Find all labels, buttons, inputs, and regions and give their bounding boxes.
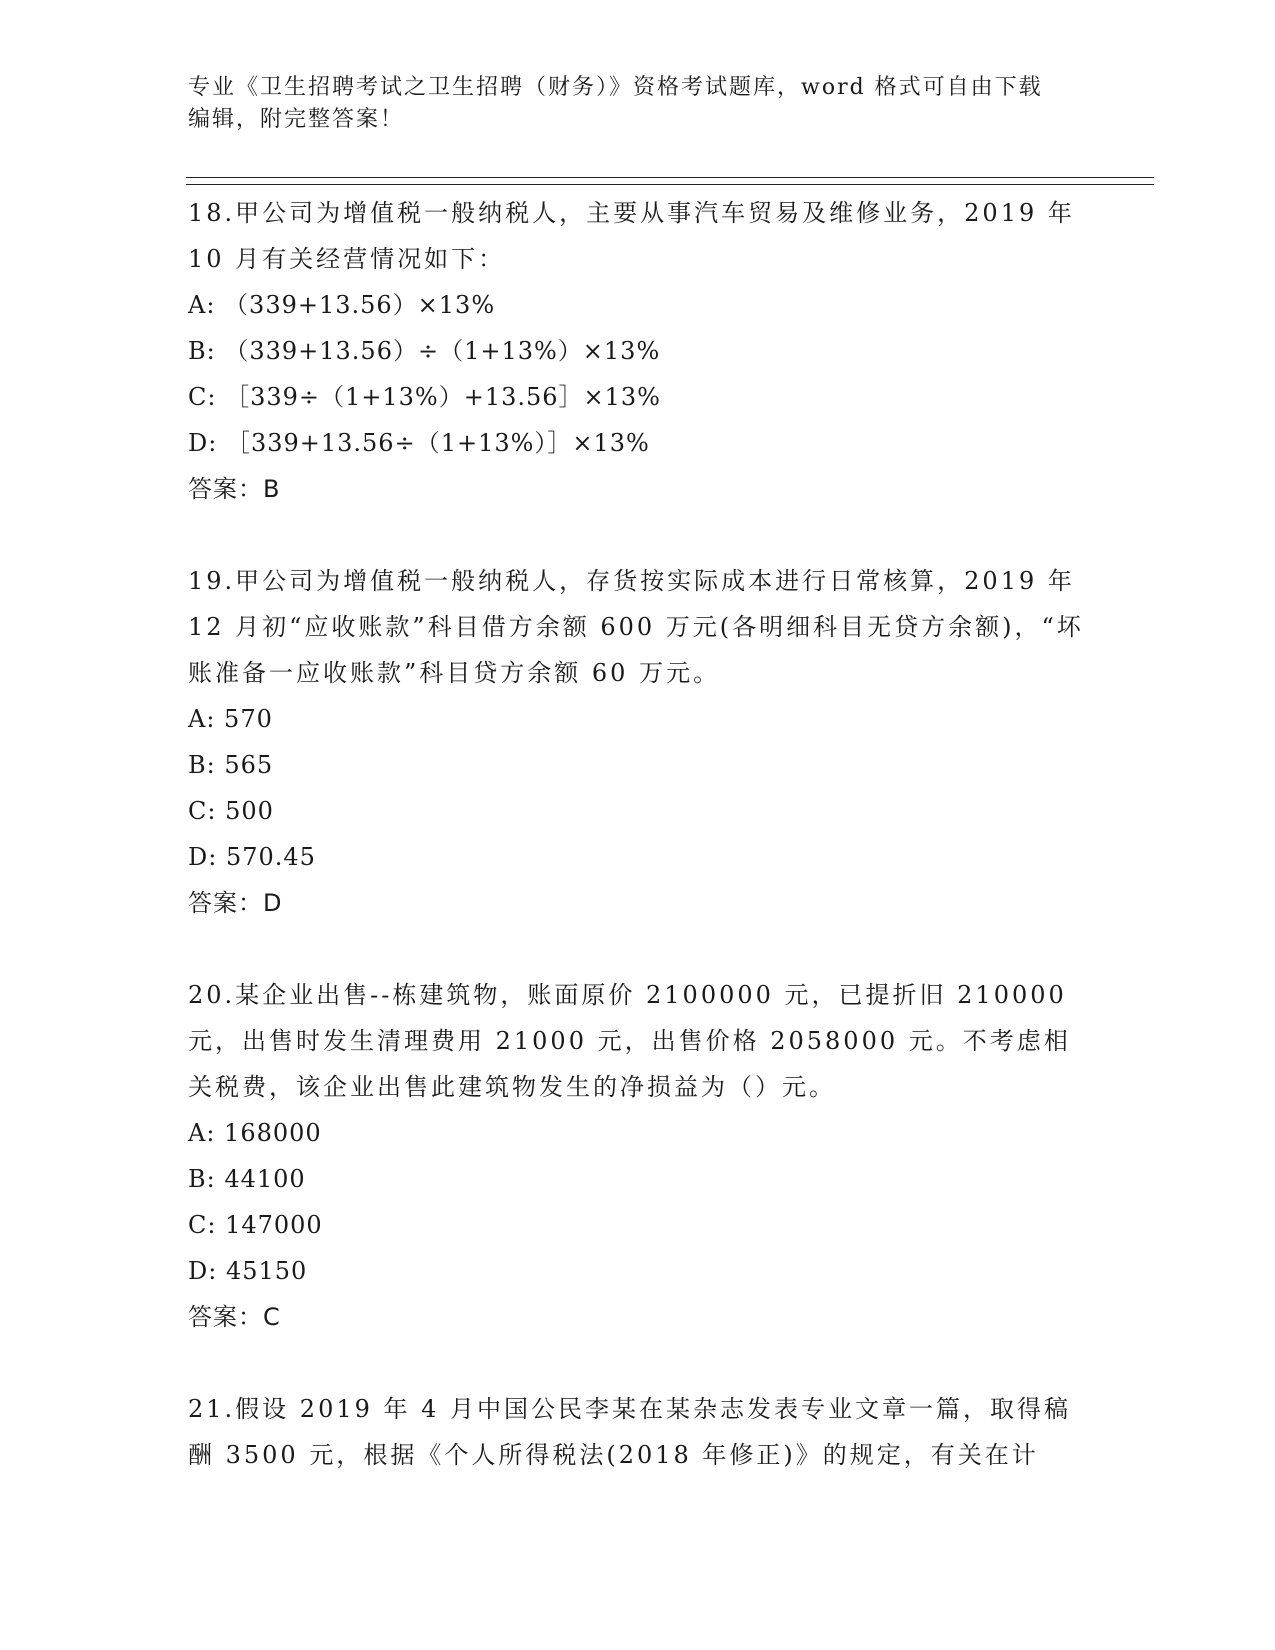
option-c: C: 147000: [188, 1211, 323, 1239]
header-line-2: 编辑，附完整答案！: [188, 107, 405, 132]
document-header: [188, 72, 1088, 136]
question-18: [188, 190, 1088, 512]
option-a: A: 168000: [188, 1119, 322, 1147]
option-d: D: 570.45: [188, 843, 316, 871]
question-19: [188, 558, 1088, 926]
header-divider-top: [186, 177, 1154, 178]
answer-line: 答案：D: [188, 889, 283, 917]
question-text: 20.某企业出售--栋建筑物，账面原价 2100000 元，已提折旧 210000 元，出售时发生清理费用 21000 元，出售价格 2058000 元。不考虑相关税费，该企业出售此建筑物发生的净损益为（）元。: [188, 981, 1071, 1101]
question-text: 21.假设 2019 年 4 月中国公民李某在某杂志发表专业文章一篇，取得稿酬 3500 元，根据《个人所得税法(2018 年修正)》的规定，有关在计: [188, 1395, 1072, 1469]
answer-line: 答案：C: [188, 1303, 281, 1331]
question-21: [188, 1386, 1088, 1478]
option-c: C: 500: [188, 797, 274, 825]
option-a: A: （339+13.56）×13%: [188, 291, 496, 319]
option-b: B: 44100: [188, 1165, 306, 1193]
option-b: B: 565: [188, 751, 274, 779]
question-20: [188, 972, 1088, 1340]
question-list: [188, 190, 1088, 1524]
option-d: D: 45150: [188, 1257, 308, 1285]
option-c: C: ［339÷（1+13%）+13.56］×13%: [188, 383, 661, 411]
header-line-1: 专业《卫生招聘考试之卫生招聘（财务）》资格考试题库，word 格式可自由下载: [188, 75, 1043, 100]
header-divider-bottom: [186, 184, 1154, 185]
option-b: B: （339+13.56）÷（1+13%）×13%: [188, 337, 661, 365]
option-d: D: ［339+13.56÷（1+13%）］×13%: [188, 429, 650, 457]
question-text: 19.甲公司为增值税一般纳税人，存货按实际成本进行日常核算，2019 年 12 月初“应收账款”科目借方余额 600 万元(各明细科目无贷方余额)，“坏账准备一应收账款”科目贷方余额 60 万元。: [188, 567, 1084, 687]
option-a: A: 570: [188, 705, 273, 733]
answer-line: 答案：B: [188, 475, 281, 503]
question-text: 18.甲公司为增值税一般纳税人，主要从事汽车贸易及维修业务，2019 年 10 月有关经营情况如下：: [188, 199, 1075, 273]
